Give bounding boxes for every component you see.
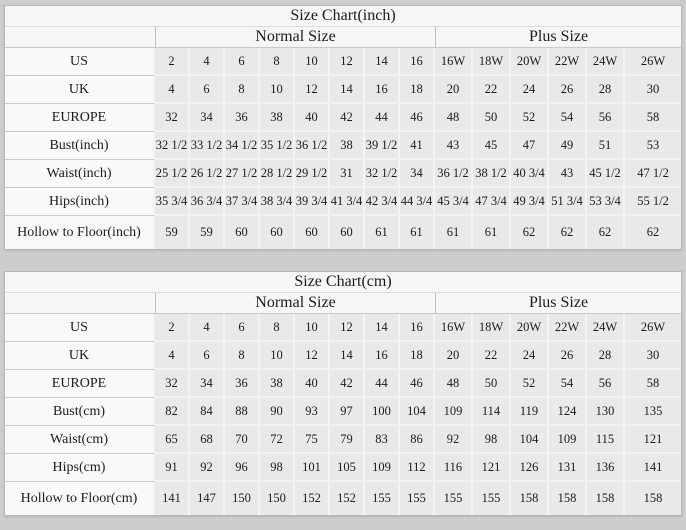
size-cell: 12 [330, 314, 365, 342]
table-row [5, 48, 681, 76]
corner-cell [5, 293, 155, 314]
size-cell: 18 [400, 76, 435, 104]
size-cell: 155 [473, 482, 511, 515]
size-cell: 16W [435, 314, 473, 342]
size-cell: 18 [400, 342, 435, 370]
size-cell: 53 [625, 132, 681, 160]
size-cell: 54 [549, 370, 587, 398]
size-cell: 152 [330, 482, 365, 515]
size-cell: 115 [587, 426, 625, 454]
size-cell: 147 [190, 482, 225, 515]
size-cell: 50 [473, 104, 511, 132]
size-cell: 32 [155, 370, 190, 398]
size-table-inch [4, 5, 682, 250]
size-cell: 24 [511, 342, 549, 370]
size-cell: 54 [549, 104, 587, 132]
size-cell: 92 [190, 454, 225, 482]
size-cell: 6 [190, 342, 225, 370]
size-cell: 38 [260, 104, 295, 132]
size-cell: 155 [435, 482, 473, 515]
size-cell: 4 [190, 48, 225, 76]
size-cell: 38 [330, 132, 365, 160]
size-cell: 93 [295, 398, 330, 426]
size-cell: 51 3/4 [549, 188, 587, 216]
size-cell: 47 1/2 [625, 160, 681, 188]
size-cell: 40 [295, 370, 330, 398]
size-cell: 98 [260, 454, 295, 482]
size-cell: 141 [155, 482, 190, 515]
table-row [5, 160, 681, 188]
table-row [5, 76, 681, 104]
size-cell: 45 3/4 [435, 188, 473, 216]
size-cell: 16 [400, 314, 435, 342]
size-cell: 16 [365, 76, 400, 104]
size-cell: 8 [225, 76, 260, 104]
size-cell: 41 [400, 132, 435, 160]
size-cell: 48 [435, 104, 473, 132]
size-cell: 36 [225, 370, 260, 398]
size-cell: 62 [549, 216, 587, 249]
size-cell: 60 [295, 216, 330, 249]
row-label-hollow-to-floor-cm: Hollow to Floor(cm) [5, 482, 155, 515]
size-cell: 90 [260, 398, 295, 426]
table-title: Size Chart(cm) [5, 272, 681, 293]
size-cell: 36 1/2 [435, 160, 473, 188]
size-cell: 20 [435, 342, 473, 370]
size-cell: 97 [330, 398, 365, 426]
size-cell: 109 [435, 398, 473, 426]
size-cell: 38 1/2 [473, 160, 511, 188]
size-cell: 60 [330, 216, 365, 249]
size-cell: 4 [155, 76, 190, 104]
size-cell: 84 [190, 398, 225, 426]
size-cell: 101 [295, 454, 330, 482]
row-label-waist-cm: Waist(cm) [5, 426, 155, 454]
size-cell: 98 [473, 426, 511, 454]
size-cell: 52 [511, 370, 549, 398]
size-cell: 6 [225, 314, 260, 342]
row-label-us: US [5, 48, 155, 76]
size-cell: 58 [625, 370, 681, 398]
size-table-cm [4, 271, 682, 516]
table-title: Size Chart(inch) [5, 6, 681, 27]
size-cell: 62 [511, 216, 549, 249]
size-cell: 32 [155, 104, 190, 132]
size-cell: 14 [365, 48, 400, 76]
size-cell: 136 [587, 454, 625, 482]
size-cell: 121 [625, 426, 681, 454]
size-cell: 109 [549, 426, 587, 454]
size-cell: 24W [587, 48, 625, 76]
size-cell: 91 [155, 454, 190, 482]
size-cell: 150 [260, 482, 295, 515]
size-cell: 124 [549, 398, 587, 426]
size-cell: 26W [625, 314, 681, 342]
size-cell: 92 [435, 426, 473, 454]
table-row [5, 104, 681, 132]
row-label-hips-inch: Hips(inch) [5, 188, 155, 216]
size-cell: 8 [260, 48, 295, 76]
size-cell: 4 [155, 342, 190, 370]
size-cell: 42 [330, 370, 365, 398]
size-cell: 43 [435, 132, 473, 160]
size-cell: 62 [625, 216, 681, 249]
column-group-plus-size: Plus Size [435, 27, 681, 48]
size-cell: 60 [225, 216, 260, 249]
row-label-europe: EUROPE [5, 104, 155, 132]
size-cell: 47 [511, 132, 549, 160]
size-cell: 28 [587, 342, 625, 370]
size-cell: 32 1/2 [365, 160, 400, 188]
size-cell: 72 [260, 426, 295, 454]
corner-cell [5, 27, 155, 48]
size-cell: 26W [625, 48, 681, 76]
size-cell: 10 [295, 48, 330, 76]
size-cell: 43 [549, 160, 587, 188]
size-cell: 16W [435, 48, 473, 76]
size-cell: 12 [295, 342, 330, 370]
size-cell: 6 [225, 48, 260, 76]
size-cell: 86 [400, 426, 435, 454]
size-cell: 26 1/2 [190, 160, 225, 188]
size-cell: 36 3/4 [190, 188, 225, 216]
size-cell: 62 [587, 216, 625, 249]
size-cell: 41 3/4 [330, 188, 365, 216]
size-cell: 100 [365, 398, 400, 426]
size-cell: 28 [587, 76, 625, 104]
size-cell: 27 1/2 [225, 160, 260, 188]
size-cell: 14 [365, 314, 400, 342]
size-cell: 88 [225, 398, 260, 426]
size-cell: 12 [330, 48, 365, 76]
size-cell: 59 [155, 216, 190, 249]
size-cell: 36 1/2 [295, 132, 330, 160]
size-cell: 22 [473, 76, 511, 104]
size-cell: 44 [365, 104, 400, 132]
size-cell: 6 [190, 76, 225, 104]
row-label-hollow-to-floor-inch: Hollow to Floor(inch) [5, 216, 155, 249]
row-label-europe: EUROPE [5, 370, 155, 398]
size-cell: 50 [473, 370, 511, 398]
column-group-normal-size: Normal Size [155, 27, 435, 48]
size-cell: 10 [260, 76, 295, 104]
size-cell: 104 [400, 398, 435, 426]
size-cell: 24W [587, 314, 625, 342]
size-cell: 42 [330, 104, 365, 132]
table-row [5, 188, 681, 216]
size-cell: 104 [511, 426, 549, 454]
table-row [5, 398, 681, 426]
size-cell: 35 3/4 [155, 188, 190, 216]
table-row [5, 482, 681, 515]
table-row [5, 132, 681, 160]
size-cell: 30 [625, 342, 681, 370]
table-row [5, 342, 681, 370]
size-cell: 26 [549, 76, 587, 104]
size-cell: 38 3/4 [260, 188, 295, 216]
size-cell: 51 [587, 132, 625, 160]
size-cell: 79 [330, 426, 365, 454]
size-cell: 34 [190, 370, 225, 398]
table-row [5, 314, 681, 342]
size-cell: 12 [295, 76, 330, 104]
size-cell: 22 [473, 342, 511, 370]
size-cell: 155 [400, 482, 435, 515]
size-cell: 48 [435, 370, 473, 398]
size-cell: 49 3/4 [511, 188, 549, 216]
size-cell: 24 [511, 76, 549, 104]
size-cell: 45 [473, 132, 511, 160]
size-cell: 65 [155, 426, 190, 454]
size-cell: 82 [155, 398, 190, 426]
size-cell: 38 [260, 370, 295, 398]
size-cell: 61 [400, 216, 435, 249]
size-cell: 34 [190, 104, 225, 132]
size-cell: 56 [587, 370, 625, 398]
size-cell: 18W [473, 314, 511, 342]
size-cell: 68 [190, 426, 225, 454]
size-cell: 109 [365, 454, 400, 482]
size-cell: 61 [365, 216, 400, 249]
size-cell: 46 [400, 370, 435, 398]
size-cell: 36 [225, 104, 260, 132]
row-label-uk: UK [5, 342, 155, 370]
size-cell: 158 [511, 482, 549, 515]
size-cell: 49 [549, 132, 587, 160]
size-cell: 155 [365, 482, 400, 515]
size-cell: 119 [511, 398, 549, 426]
size-cell: 45 1/2 [587, 160, 625, 188]
size-cell: 35 1/2 [260, 132, 295, 160]
size-cell: 2 [155, 48, 190, 76]
size-cell: 83 [365, 426, 400, 454]
size-cell: 40 3/4 [511, 160, 549, 188]
size-cell: 10 [295, 314, 330, 342]
size-cell: 40 [295, 104, 330, 132]
size-cell: 20W [511, 314, 549, 342]
table-row [5, 370, 681, 398]
size-cell: 130 [587, 398, 625, 426]
size-cell: 22W [549, 314, 587, 342]
size-cell: 14 [330, 76, 365, 104]
size-cell: 22W [549, 48, 587, 76]
size-cell: 56 [587, 104, 625, 132]
size-cell: 28 1/2 [260, 160, 295, 188]
size-cell: 20W [511, 48, 549, 76]
size-cell: 59 [190, 216, 225, 249]
column-group-plus-size: Plus Size [435, 293, 681, 314]
size-cell: 44 [365, 370, 400, 398]
size-cell: 2 [155, 314, 190, 342]
size-cell: 25 1/2 [155, 160, 190, 188]
size-cell: 4 [190, 314, 225, 342]
size-cell: 29 1/2 [295, 160, 330, 188]
row-label-hips-cm: Hips(cm) [5, 454, 155, 482]
size-cell: 32 1/2 [155, 132, 190, 160]
size-cell: 8 [260, 314, 295, 342]
size-cell: 96 [225, 454, 260, 482]
size-cell: 150 [225, 482, 260, 515]
row-label-bust-inch: Bust(inch) [5, 132, 155, 160]
size-cell: 30 [625, 76, 681, 104]
size-cell: 16 [365, 342, 400, 370]
size-cell: 8 [225, 342, 260, 370]
size-cell: 61 [473, 216, 511, 249]
size-cell: 116 [435, 454, 473, 482]
size-cell: 52 [511, 104, 549, 132]
size-cell: 121 [473, 454, 511, 482]
size-cell: 33 1/2 [190, 132, 225, 160]
column-group-normal-size: Normal Size [155, 293, 435, 314]
size-cell: 34 [400, 160, 435, 188]
size-cell: 126 [511, 454, 549, 482]
size-cell: 112 [400, 454, 435, 482]
size-cell: 31 [330, 160, 365, 188]
size-cell: 39 3/4 [295, 188, 330, 216]
size-cell: 114 [473, 398, 511, 426]
size-cell: 14 [330, 342, 365, 370]
size-cell: 158 [587, 482, 625, 515]
size-cell: 131 [549, 454, 587, 482]
size-cell: 55 1/2 [625, 188, 681, 216]
size-cell: 70 [225, 426, 260, 454]
row-label-waist-inch: Waist(inch) [5, 160, 155, 188]
row-label-bust-cm: Bust(cm) [5, 398, 155, 426]
size-cell: 47 3/4 [473, 188, 511, 216]
size-cell: 10 [260, 342, 295, 370]
table-row [5, 216, 681, 249]
row-label-uk: UK [5, 76, 155, 104]
size-cell: 37 3/4 [225, 188, 260, 216]
size-cell: 141 [625, 454, 681, 482]
size-cell: 42 3/4 [365, 188, 400, 216]
size-cell: 152 [295, 482, 330, 515]
size-cell: 105 [330, 454, 365, 482]
size-cell: 158 [549, 482, 587, 515]
size-cell: 61 [435, 216, 473, 249]
size-cell: 39 1/2 [365, 132, 400, 160]
size-cell: 75 [295, 426, 330, 454]
size-cell: 158 [625, 482, 681, 515]
size-cell: 44 3/4 [400, 188, 435, 216]
size-cell: 16 [400, 48, 435, 76]
table-row [5, 426, 681, 454]
size-cell: 135 [625, 398, 681, 426]
size-cell: 26 [549, 342, 587, 370]
row-label-us: US [5, 314, 155, 342]
table-row [5, 454, 681, 482]
size-cell: 20 [435, 76, 473, 104]
size-cell: 34 1/2 [225, 132, 260, 160]
size-cell: 60 [260, 216, 295, 249]
size-cell: 18W [473, 48, 511, 76]
size-cell: 46 [400, 104, 435, 132]
size-cell: 58 [625, 104, 681, 132]
size-cell: 53 3/4 [587, 188, 625, 216]
